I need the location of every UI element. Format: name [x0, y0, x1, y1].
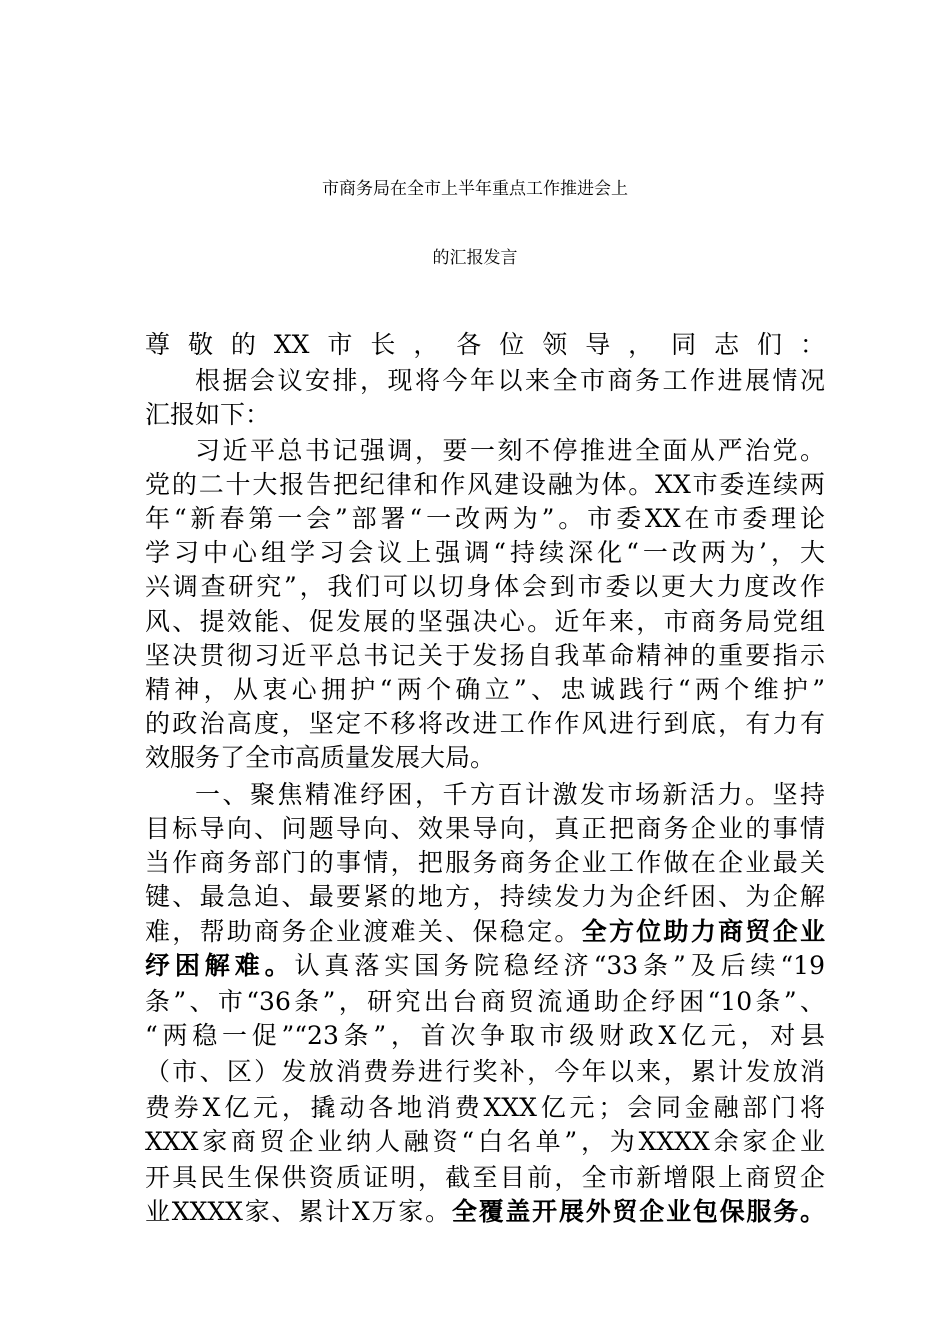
paragraph-line: 条”、市“36条”，研究出台商贸流通助企纾困“10条”、 — [145, 987, 825, 1016]
bold-heading-text: 全覆盖开展外贸企业包保服务。 — [451, 1197, 825, 1226]
paragraph-line: XXX家商贸企业纳人融资“白名单”，为XXXX余家企业 — [145, 1127, 825, 1156]
paragraph-line: 坚决贯彻习近平总书记关于发扬自我革命精神的重要指示 — [145, 641, 825, 670]
paragraph-line: 键、最急迫、最要紧的地方，持续发力为企纤困、为企解 — [145, 882, 825, 911]
paragraph-line: 目标导向、问题导向、效果导向，真正把商务企业的事情 — [145, 814, 825, 843]
bold-heading-text: 纾困解难。 — [145, 951, 295, 980]
paragraph-line: 党的二十大报告把纪律和作风建设融为体。XX市委连续两 — [145, 470, 825, 499]
paragraph-line: 开具民生保供资质证明，截至目前，全市新增限上商贸企 — [145, 1163, 825, 1192]
paragraph-line: 业XXXX家、累计X万家。全覆盖开展外贸企业包保服务。 — [145, 1197, 825, 1226]
paragraph-line: 根据会议安排，现将今年以来全市商务工作进展情况 — [195, 366, 825, 395]
paragraph-line: 精神，从衷心拥护“两个确立”、忠诚践行“两个维护” — [145, 675, 825, 704]
document-title-line-1: 市商务局在全市上半年重点工作推进会上 — [322, 179, 628, 199]
paragraph-line: 兴调查研究”，我们可以切身体会到市委以更大力度改作 — [145, 572, 825, 601]
paragraph-line: 费券X亿元，撬动各地消费XXX亿元；会同金融部门将 — [145, 1093, 825, 1122]
bold-heading-text: 全方位助力商贸企业 — [581, 917, 825, 946]
paragraph-line: 难，帮助商务企业渡难关、保稳定。全方位助力商贸企业 — [145, 917, 825, 946]
paragraph-line: 当作商务部门的事情，把服务商务企业工作做在企业最关 — [145, 848, 825, 877]
paragraph-line: 习近平总书记强调，要一刻不停推进全面从严治党。 — [195, 436, 825, 465]
salutation-line: 尊敬的XX市长，各位领导，同志们： — [145, 330, 825, 359]
paragraph-line: 纾困解难。认真落实国务院稳经济“33条”及后续“19 — [145, 951, 825, 980]
paragraph-line: 风、提效能、促发展的坚强决心。近年来，市商务局党组 — [145, 607, 825, 636]
paragraph-line: 的政治高度，坚定不移将改进工作作风进行到底，有力有 — [145, 709, 825, 738]
paragraph-line: 年“新春第一会”部署“一改两为”。市委XX在市委理论 — [145, 504, 825, 533]
paragraph-line: 效服务了全市高质量发展大局。 — [145, 743, 496, 772]
paragraph-line: 汇报如下： — [145, 400, 271, 429]
paragraph-line: 学习中心组学习会议上强调“持续深化“一改两为’，大 — [145, 538, 825, 567]
document-title-line-2: 的汇报发言 — [432, 248, 518, 268]
paragraph-line: “两稳一促”“23条”，首次争取市级财政X亿元，对县 — [145, 1021, 825, 1050]
paragraph-line: 一、聚焦精准纾困，千方百计激发市场新活力。坚持 — [195, 780, 825, 809]
paragraph-line: （市、区）发放消费券进行奖补，今年以来，累计发放消 — [145, 1057, 825, 1086]
